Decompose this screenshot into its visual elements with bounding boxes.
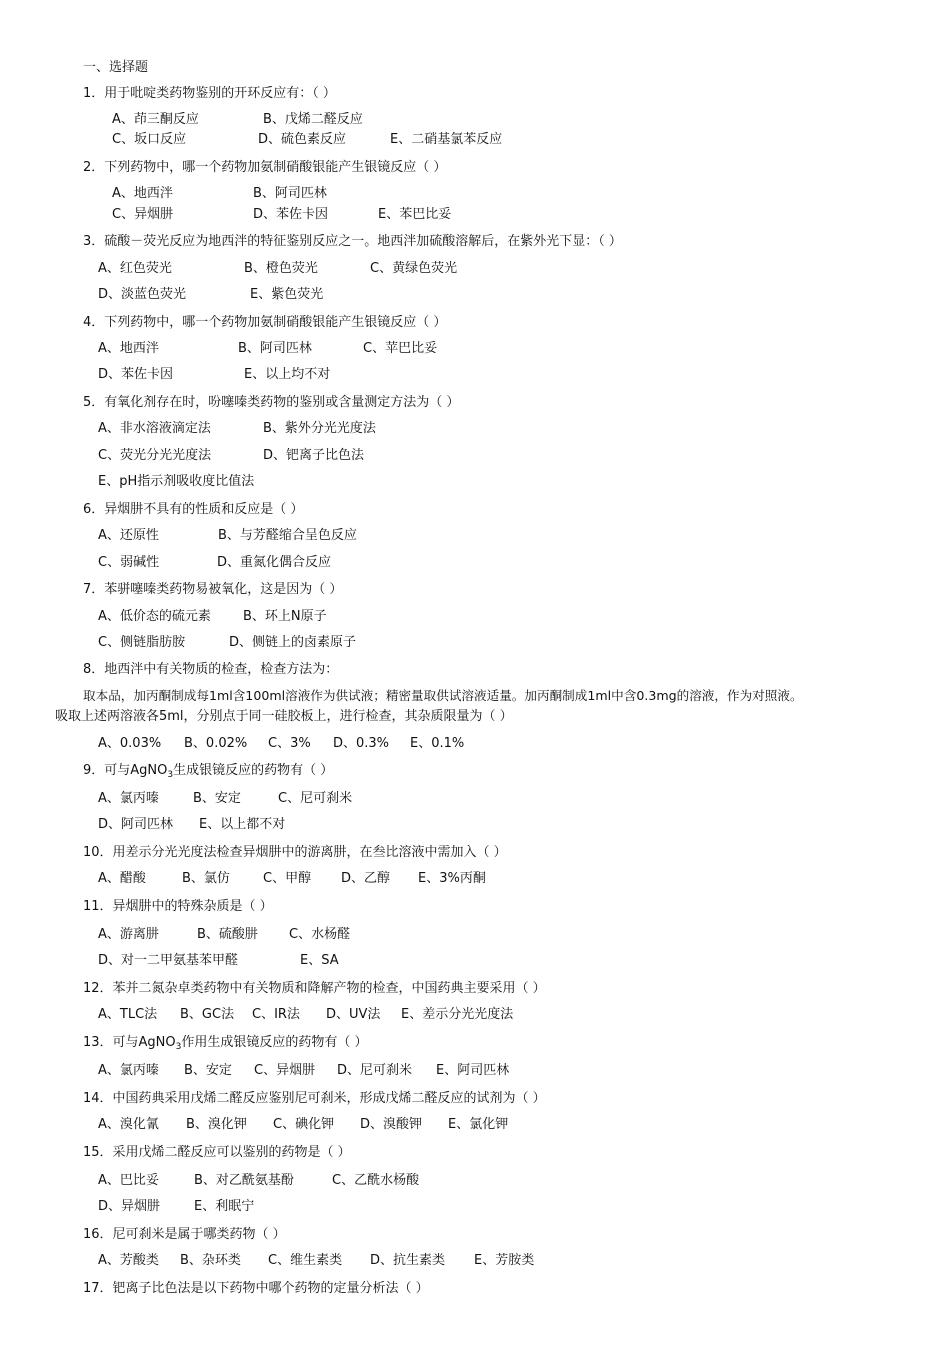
q10-option-e: E、3%丙酮 — [418, 871, 486, 886]
q9-stem-pre: 9．可与AgNO — [83, 763, 168, 778]
q13-option-b: B、安定 — [184, 1063, 232, 1078]
q13-stem-pre: 13．可与AgNO — [83, 1035, 176, 1050]
q6-option-c: C、弱碱性 — [98, 555, 160, 570]
q7-option-a: A、低价态的硫元素 — [98, 609, 211, 624]
question-11-stem: 11．异烟肼中的特殊杂质是（ ） — [83, 899, 273, 914]
q13-option-c: C、异烟肼 — [254, 1063, 316, 1078]
q11-option-e: E、SA — [300, 953, 339, 968]
question-6-stem: 6．异烟肼不具有的性质和反应是（ ） — [83, 502, 304, 517]
q2-option-e: E、苯巴比妥 — [378, 207, 452, 222]
q3-option-d: D、淡蓝色荧光 — [98, 287, 187, 302]
q1-option-e: E、二硝基氯苯反应 — [390, 132, 503, 147]
question-15-stem: 15．采用戊烯二醛反应可以鉴别的药物是（ ） — [83, 1145, 351, 1160]
q13-option-d: D、尼可刹米 — [337, 1063, 413, 1078]
question-14-stem: 14．中国药典采用戊烯二醛反应鉴别尼可刹米，形成戊烯二醛反应的试剂为（ ） — [83, 1091, 546, 1106]
q9-option-d: D、阿司匹林 — [98, 817, 174, 832]
q9-option-a: A、氯丙嗪 — [98, 791, 159, 806]
q15-option-b: B、对乙酰氨基酚 — [194, 1173, 294, 1188]
q15-option-d: D、异烟肼 — [98, 1199, 161, 1214]
question-4-stem: 4．下列药物中，哪一个药物加氨制硝酸银能产生银镜反应（ ） — [83, 315, 447, 330]
q8-option-d: D、0.3% — [333, 736, 390, 751]
q8-option-a: A、0.03% — [98, 736, 162, 751]
q4-option-b: B、阿司匹林 — [238, 341, 312, 356]
q7-option-c: C、侧链脂肪胺 — [98, 635, 186, 650]
q9-stem-post: 生成银镜反应的药物有（ ） — [173, 763, 334, 778]
q8-option-c: C、3% — [268, 736, 311, 751]
q8-option-e: E、0.1% — [410, 736, 465, 751]
q5-option-e: E、pH指示剂吸收度比值法 — [98, 474, 255, 489]
q15-option-c: C、乙酰水杨酸 — [332, 1173, 420, 1188]
q5-option-a: A、非水溶液滴定法 — [98, 421, 211, 436]
question-13-stem — [83, 1034, 368, 1052]
q6-option-d: D、重氮化偶合反应 — [217, 555, 332, 570]
question-3-stem: 3．硫酸－荧光反应为地西泮的特征鉴别反应之一。地西泮加硫酸溶解后，在紫外光下显：（ ） — [83, 234, 622, 249]
q11-option-d: D、对一二甲氨基苯甲醛 — [98, 953, 239, 968]
q2-option-b: B、阿司匹林 — [253, 186, 327, 201]
q5-option-b: B、紫外分光光度法 — [263, 421, 376, 436]
q15-option-e: E、利眠宁 — [194, 1199, 255, 1214]
question-5-stem: 5．有氧化剂存在时，吩噻嗪类药物的鉴别或含量测定方法为（ ） — [83, 395, 460, 410]
q14-option-d: D、溴酸钾 — [360, 1117, 423, 1132]
q12-option-e: E、差示分光光度法 — [401, 1007, 514, 1022]
q13-stem-post: 作用生成银镜反应的药物有（ ） — [181, 1035, 368, 1050]
q9-option-c: C、尼可刹米 — [278, 791, 353, 806]
q9-option-e: E、以上都不对 — [199, 817, 286, 832]
q10-option-a: A、醋酸 — [98, 871, 146, 886]
q12-option-d: D、UV法 — [326, 1007, 381, 1022]
q12-option-c: C、IR法 — [252, 1007, 300, 1022]
q8-option-b: B、0.02% — [184, 736, 248, 751]
q13-option-a: A、氯丙嗪 — [98, 1063, 159, 1078]
q6-option-b: B、与芳醛缩合呈色反应 — [218, 528, 357, 543]
q1-option-d: D、硫色素反应 — [258, 132, 347, 147]
q3-option-e: E、紫色荧光 — [250, 287, 324, 302]
q15-option-a: A、巴比妥 — [98, 1173, 159, 1188]
q10-option-c: C、甲醇 — [263, 871, 312, 886]
q12-option-a: A、TLC法 — [98, 1007, 158, 1022]
q13-option-e: E、阿司匹林 — [436, 1063, 510, 1078]
q12-option-b: B、GC法 — [180, 1007, 235, 1022]
q1-option-b: B、戊烯二醛反应 — [263, 112, 363, 127]
q5-option-c: C、荧光分光光度法 — [98, 448, 212, 463]
q7-option-d: D、侧链上的卤素原子 — [229, 635, 357, 650]
question-2-stem: 2．下列药物中，哪一个药物加氨制硝酸银能产生银镜反应（ ） — [83, 160, 447, 175]
question-8-stem: 8．地西泮中有关物质的检查，检查方法为： — [83, 662, 339, 677]
q1-option-c: C、坂口反应 — [112, 132, 187, 147]
q14-option-a: A、溴化氰 — [98, 1117, 159, 1132]
q16-option-e: E、芳胺类 — [474, 1253, 535, 1268]
q4-option-a: A、地西泮 — [98, 341, 159, 356]
question-16-stem: 16．尼可刹米是属于哪类药物（ ） — [83, 1227, 286, 1242]
q8-paragraph-1: 取本品，加丙酮制成每1ml含100ml溶液作为供试液；精密量取供试溶液适量。加丙酮制成1ml中含0.3mg的溶液，作为对照液。 — [83, 688, 803, 703]
q14-option-c: C、碘化钾 — [273, 1117, 335, 1132]
section-heading: 一、选择题 — [83, 60, 149, 75]
q11-option-b: B、硫酸肼 — [197, 927, 258, 942]
question-12-stem: 12．苯并二氮杂卓类药物中有关物质和降解产物的检查，中国药典主要采用（ ） — [83, 981, 546, 996]
q10-option-b: B、氯仿 — [182, 871, 230, 886]
q5-option-d: D、钯离子比色法 — [263, 448, 365, 463]
q4-option-d: D、苯佐卡因 — [98, 367, 174, 382]
q2-option-d: D、苯佐卡因 — [253, 207, 329, 222]
q8-paragraph-2: 吸取上述两溶液各5ml，分别点于同一硅胶板上，进行检查，其杂质限量为（ ） — [55, 709, 513, 724]
q3-option-a: A、红色荧光 — [98, 261, 172, 276]
q2-option-a: A、地西泮 — [112, 186, 173, 201]
question-1-stem: 1．用于吡啶类药物鉴别的开环反应有：（ ） — [83, 86, 336, 101]
q7-option-b: B、环上N原子 — [243, 609, 327, 624]
q3-option-c: C、黄绿色荧光 — [370, 261, 458, 276]
question-9-stem — [83, 762, 333, 780]
question-17-stem: 17．钯离子比色法是以下药物中哪个药物的定量分析法（ ） — [83, 1281, 429, 1296]
q16-option-b: B、杂环类 — [180, 1253, 241, 1268]
question-10-stem: 10．用差示分光光度法检查异烟肼中的游离肼，在叁比溶液中需加入（ ） — [83, 845, 507, 860]
q3-option-b: B、橙色荧光 — [244, 261, 318, 276]
q4-option-c: C、苹巴比妥 — [363, 341, 438, 356]
q14-option-b: B、溴化钾 — [186, 1117, 247, 1132]
q10-option-d: D、乙醇 — [341, 871, 391, 886]
q16-option-a: A、芳酸类 — [98, 1253, 159, 1268]
q14-option-e: E、氯化钾 — [448, 1117, 509, 1132]
q11-option-c: C、水杨醛 — [289, 927, 351, 942]
q16-option-d: D、抗生素类 — [370, 1253, 446, 1268]
q1-option-a: A、茚三酮反应 — [112, 112, 199, 127]
q6-option-a: A、还原性 — [98, 528, 159, 543]
q2-option-c: C、异烟肼 — [112, 207, 174, 222]
q9-option-b: B、安定 — [193, 791, 241, 806]
q13-stem-subscript: 3 — [175, 1042, 182, 1052]
question-7-stem: 7．苯骈噻嗪类药物易被氧化，这是因为（ ） — [83, 582, 343, 597]
q16-option-c: C、维生素类 — [268, 1253, 343, 1268]
q11-option-a: A、游离肼 — [98, 927, 159, 942]
q4-option-e: E、以上均不对 — [244, 367, 331, 382]
q9-stem-subscript: 3 — [167, 770, 174, 780]
